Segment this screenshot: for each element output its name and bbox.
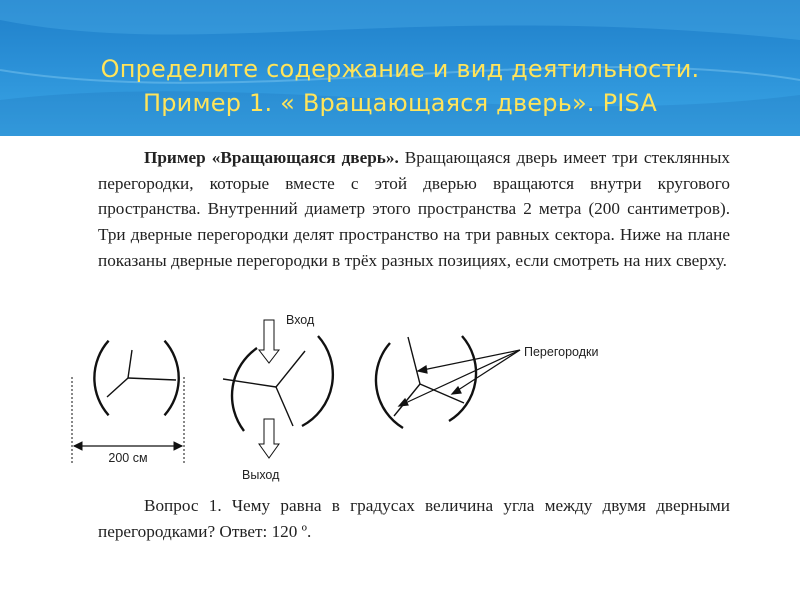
problem-lead: Пример «Вращающаяся дверь». <box>144 148 399 167</box>
problem-text: Вращающаяся дверь имеет три стеклянных перегородки, которые вместе с этой дверью вращаются внутри кругового пространства. Внутренний диаметр этого пространства 2 метра (200 сантиметров). Три дверные перегородки делят пространство на три равных сектора. Ниже на плане показаны дверные перегородки в трёх разных позициях, если смотреть на них сверху. <box>98 148 730 270</box>
slide-title-line-1: Определите содержание и вид деятильности. <box>100 55 700 83</box>
entrance-label: Вход <box>286 313 315 327</box>
question-paragraph: Вопрос 1. Чему равна в градусах величина угла между двумя дверными перегородками? Ответ: 120 º. <box>98 496 730 541</box>
slide-header <box>0 0 800 136</box>
exit-arrow <box>259 419 279 458</box>
diameter-label: 200 см <box>108 451 148 465</box>
partition-pointers <box>399 350 520 406</box>
door-plan-1 <box>94 341 178 416</box>
entrance-arrow <box>259 320 279 363</box>
door-plan-3 <box>376 336 476 428</box>
slide-title <box>0 52 800 120</box>
content-panel <box>50 137 748 600</box>
slide-title-line-2: Пример 1. « Вращающаяся дверь». PISA <box>142 89 658 117</box>
partitions-label: Перегородки <box>524 345 599 359</box>
exit-label: Выход <box>242 468 280 482</box>
